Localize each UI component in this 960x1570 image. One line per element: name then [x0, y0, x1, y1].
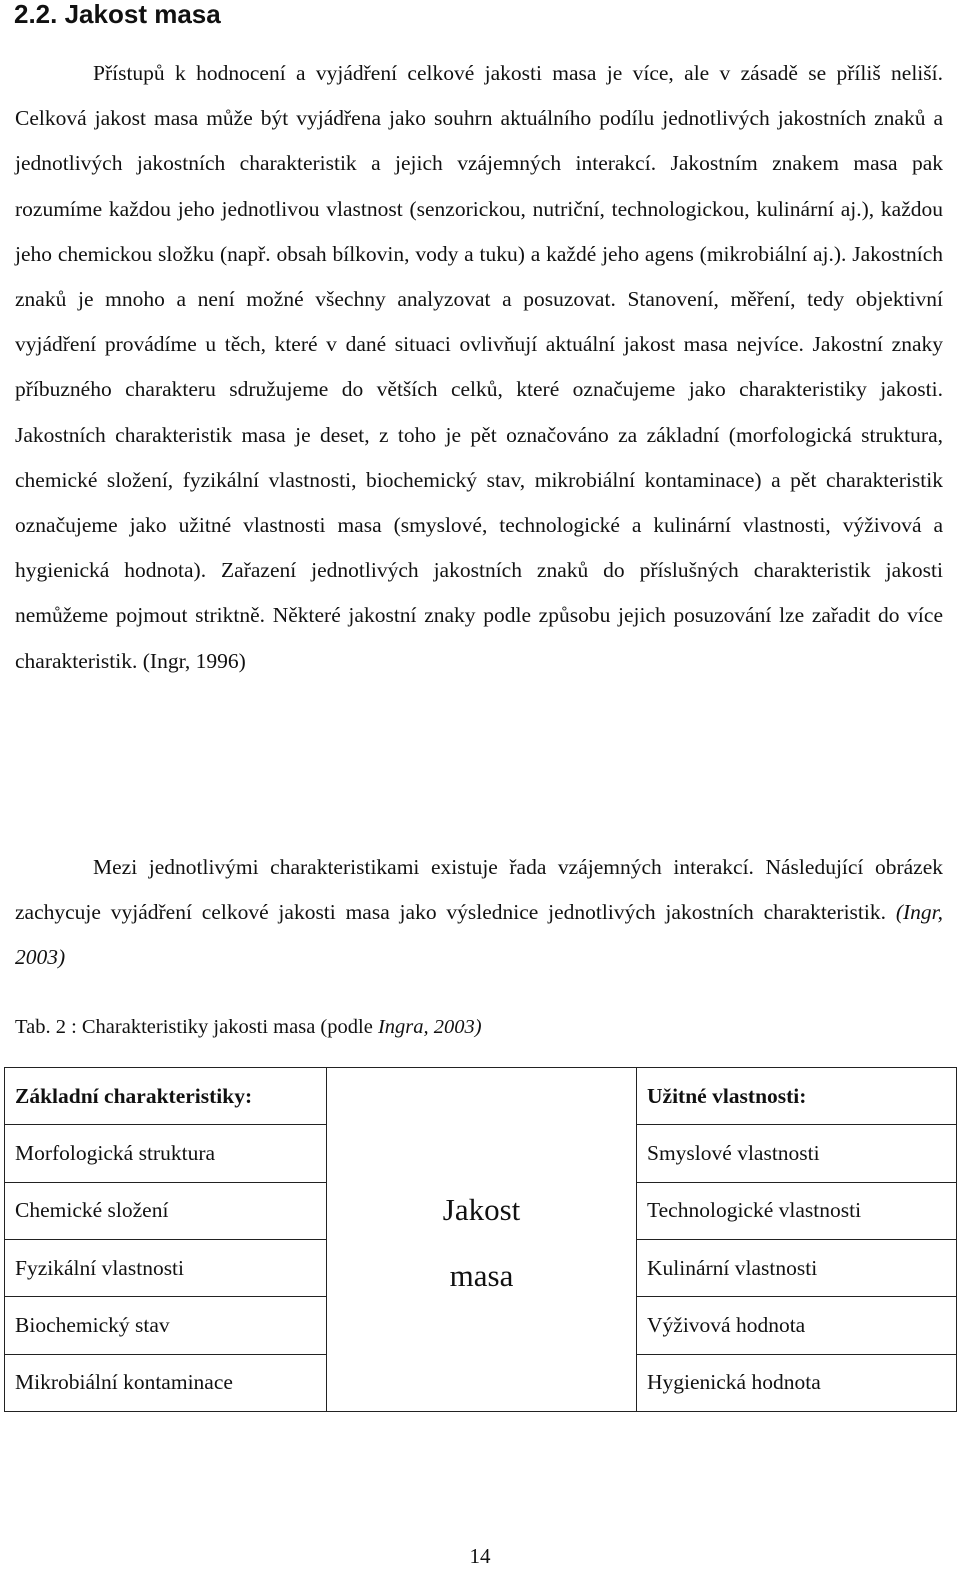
basic-item: Biochemický stav [5, 1297, 327, 1354]
citation-ingr-2003: (Ingr, 2003) [15, 900, 944, 970]
useful-properties-header: Užitné vlastnosti: [637, 1068, 957, 1125]
page-number: 14 [469, 1544, 491, 1568]
section-heading: 2.2. Jakost masa [14, 0, 221, 29]
basic-item: Chemické složení [5, 1182, 327, 1239]
basic-characteristics-header: Základní charakteristiky: [5, 1068, 327, 1125]
table-caption-citation: Ingra, 2003) [377, 1016, 482, 1038]
useful-item: Výživová hodnota [637, 1297, 957, 1354]
basic-item: Morfologická struktura [5, 1125, 327, 1182]
meat-quality-table [4, 1067, 957, 1412]
center-label-line2: masa [449, 1257, 514, 1293]
basic-item: Mikrobiální kontaminace [5, 1354, 327, 1411]
paragraph-interactions [15, 845, 943, 981]
paragraph-interactions-text: Mezi jednotlivými charakteristikami existuje řada vzájemných interakcí. Následující obrázek zachycuje vyjádření celkové jakosti masa jako výslednice jednotlivých jakostních charakteristik. [15, 855, 943, 925]
paragraph-intro: Přístupů k hodnocení a vyjádření celkové jakosti masa je více, ale v zásadě se příliš neliší. Celková jakost masa může být vyjádřena jako souhrn aktuálního podílu jednotlivých jakostních znaků a jednotlivých jakostních charakteristik a jejich vzájemných interakcí. Jakostním znakem masa pak rozumíme každou jeho jednotlivou vlastnost (senzorickou, nutriční, technologickou, kulinární aj.), každou jeho chemickou složku (např. obsah bílkovin, vody a tuku) a každé jeho agens (mikrobiální aj.). Jakostních znaků je mnoho a není možné všechny analyzovat a posuzovat. Stanovení, měření, tedy objektivní vyjádření provádíme u těch, které v dané situaci ovlivňují aktuální jakost masa nejvíce. Jakostní znaky příbuzného charakteru sdružujeme do větších celků, které označujeme jako charakteristiky jakosti. Jakostních charakteristik masa je deset, z toho je pět označováno za základní (morfologická struktura, chemické složení, fyzikální vlastnosti, biochemický stav, mikrobiální kontaminace) a pět charakteristik označujeme jako užitné vlastnosti masa (smyslové, technologické a kulinární vlastnosti, výživová a hygienická hodnota). Zařazení jednotlivých jakostních znaků do příslušných charakteristik jakosti nemůžeme pojmout striktně. Některé jakostní znaky podle způsobu jejich posuzování lze zařadit do více charakteristik. (Ingr, 1996) [15, 61, 943, 673]
basic-item: Fyzikální vlastnosti [5, 1239, 327, 1296]
useful-item: Technologické vlastnosti [637, 1182, 957, 1239]
table-row [5, 1068, 957, 1125]
useful-item: Hygienická hodnota [637, 1354, 957, 1411]
center-label-line1: Jakost [442, 1191, 521, 1227]
table-caption [15, 1012, 482, 1042]
table-caption-text: Tab. 2 : Charakteristiky jakosti masa (podle [15, 1016, 378, 1038]
useful-item: Smyslové vlastnosti [637, 1125, 957, 1182]
useful-item: Kulinární vlastnosti [637, 1239, 957, 1296]
meat-quality-center-cell [327, 1068, 637, 1412]
